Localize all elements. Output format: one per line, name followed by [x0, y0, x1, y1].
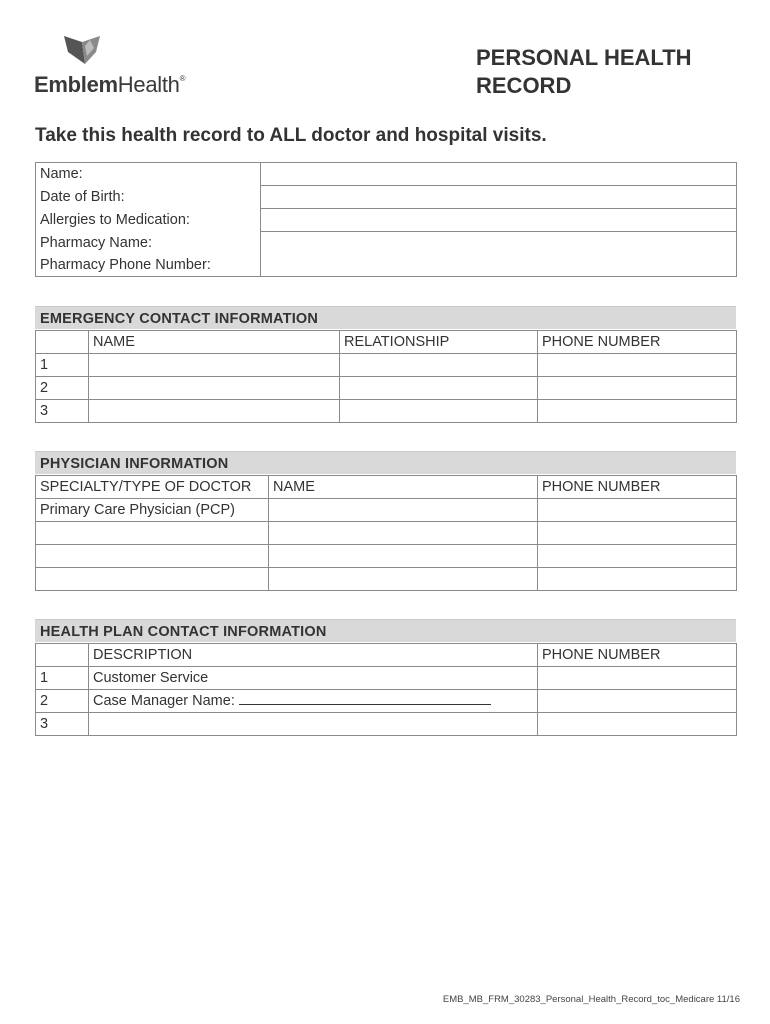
column-header-description: DESCRIPTION — [89, 644, 538, 667]
table-row — [36, 186, 737, 209]
specialty-cell[interactable] — [36, 522, 269, 545]
emblemhealth-logo — [34, 34, 224, 104]
description-cell — [89, 690, 538, 713]
contact-name-field[interactable] — [89, 400, 340, 423]
emergency-contact-table — [35, 330, 737, 423]
description-cell: Customer Service — [89, 667, 538, 690]
label-name: Name: — [36, 163, 261, 186]
table-row — [36, 545, 737, 568]
emergency-section-heading: EMERGENCY CONTACT INFORMATION — [35, 306, 736, 329]
column-header-phone: PHONE NUMBER — [538, 476, 737, 499]
table-row — [36, 499, 737, 522]
physician-phone-field[interactable] — [538, 522, 737, 545]
column-header-phone: PHONE NUMBER — [538, 644, 737, 667]
title-line-1: PERSONAL HEALTH — [476, 45, 692, 70]
contact-name-field[interactable] — [89, 377, 340, 400]
pharmacy-field[interactable] — [261, 232, 737, 277]
row-number-header — [36, 331, 89, 354]
row-number: 2 — [36, 690, 89, 713]
table-row — [36, 377, 737, 400]
table-row — [36, 232, 737, 254]
personal-info-table — [35, 162, 737, 277]
table-row — [36, 667, 737, 690]
date-of-birth-field[interactable] — [261, 186, 737, 209]
row-number: 3 — [36, 400, 89, 423]
table-row — [36, 209, 737, 232]
health-plan-section-heading: HEALTH PLAN CONTACT INFORMATION — [35, 619, 736, 642]
table-row — [36, 522, 737, 545]
row-number: 3 — [36, 713, 89, 736]
form-footer-code: EMB_MB_FRM_30283_Personal_Health_Record_toc_Medicare 11/16 — [442, 994, 740, 1005]
row-number: 1 — [36, 354, 89, 377]
column-header-relationship: RELATIONSHIP — [340, 331, 538, 354]
physician-phone-field[interactable] — [538, 545, 737, 568]
label-date-of-birth: Date of Birth: — [36, 186, 261, 209]
table-header-row — [36, 331, 737, 354]
table-header-row — [36, 644, 737, 667]
physician-phone-field[interactable] — [538, 568, 737, 591]
label-pharmacy-phone: Pharmacy Phone Number: — [36, 254, 261, 277]
table-row — [36, 713, 737, 736]
row-number: 1 — [36, 667, 89, 690]
case-manager-label: Case Manager Name: — [93, 693, 235, 709]
contact-name-field[interactable] — [89, 354, 340, 377]
specialty-cell[interactable]: Primary Care Physician (PCP) — [36, 499, 269, 522]
physician-table — [35, 475, 737, 591]
description-cell[interactable] — [89, 713, 538, 736]
table-header-row — [36, 476, 737, 499]
physician-phone-field[interactable] — [538, 499, 737, 522]
table-row — [36, 163, 737, 186]
label-allergies: Allergies to Medication: — [36, 209, 261, 232]
table-row — [36, 400, 737, 423]
table-row — [36, 690, 737, 713]
instruction-text: Take this health record to ALL doctor and hospital visits. — [35, 125, 547, 146]
row-number: 2 — [36, 377, 89, 400]
table-row — [36, 568, 737, 591]
name-field[interactable] — [261, 163, 737, 186]
column-header-name: NAME — [269, 476, 538, 499]
column-header-name: NAME — [89, 331, 340, 354]
specialty-cell[interactable] — [36, 545, 269, 568]
physician-section-heading: PHYSICIAN INFORMATION — [35, 451, 736, 474]
plan-phone-field[interactable] — [538, 713, 737, 736]
contact-phone-field[interactable] — [538, 400, 737, 423]
contact-relationship-field[interactable] — [340, 377, 538, 400]
case-manager-name-line[interactable] — [239, 690, 491, 705]
contact-phone-field[interactable] — [538, 354, 737, 377]
health-plan-table — [35, 643, 737, 736]
physician-name-field[interactable] — [269, 499, 538, 522]
physician-name-field[interactable] — [269, 545, 538, 568]
physician-name-field[interactable] — [269, 568, 538, 591]
specialty-cell[interactable] — [36, 568, 269, 591]
row-number-header — [36, 644, 89, 667]
plan-phone-field[interactable] — [538, 667, 737, 690]
table-row — [36, 354, 737, 377]
title-line-2: RECORD — [476, 73, 572, 98]
allergies-field[interactable] — [261, 209, 737, 232]
plan-phone-field[interactable] — [538, 690, 737, 713]
contact-relationship-field[interactable] — [340, 400, 538, 423]
brand-wordmark: EmblemHealth® — [34, 72, 186, 97]
physician-name-field[interactable] — [269, 522, 538, 545]
page-title — [476, 44, 736, 100]
contact-relationship-field[interactable] — [340, 354, 538, 377]
emblem-shield-icon — [60, 34, 110, 68]
column-header-specialty: SPECIALTY/TYPE OF DOCTOR — [36, 476, 269, 499]
contact-phone-field[interactable] — [538, 377, 737, 400]
column-header-phone: PHONE NUMBER — [538, 331, 737, 354]
label-pharmacy-name: Pharmacy Name: — [36, 232, 261, 254]
